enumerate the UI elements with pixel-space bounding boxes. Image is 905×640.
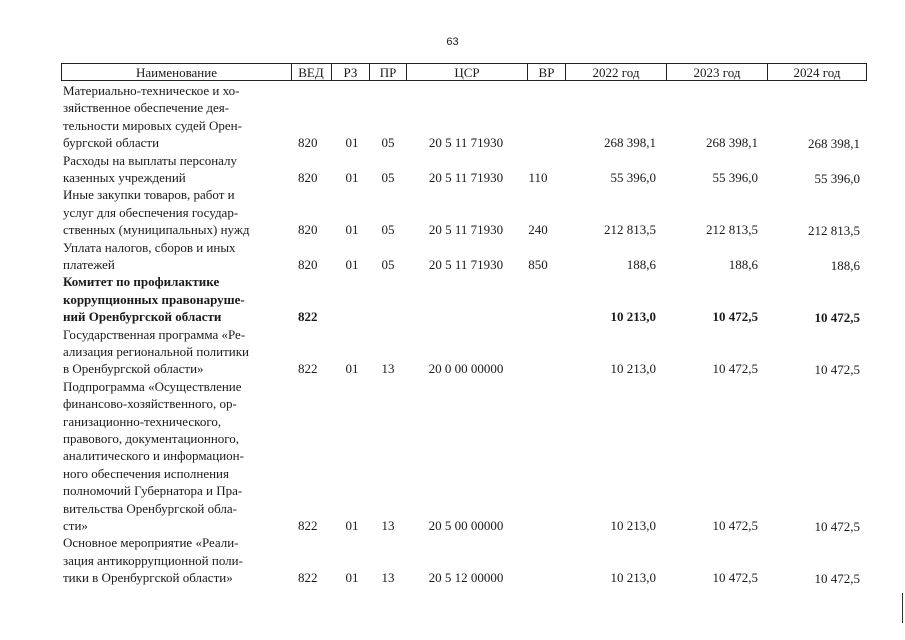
row-name: Государственная программа «Ре- ализация региональной политики в Оренбургской области» <box>63 326 249 377</box>
row-csr: 20 5 11 71930 <box>428 135 504 151</box>
row-ved: 820 <box>298 222 318 238</box>
row-rz: 01 <box>345 169 359 185</box>
row-pr: 05 <box>381 256 395 272</box>
row-vr: 240 <box>528 222 548 238</box>
row-2024: 268 398,1 <box>808 136 860 152</box>
row-2023: 268 398,1 <box>706 135 758 151</box>
row-csr: 20 5 11 71930 <box>428 222 504 238</box>
row-pr: 05 <box>381 169 395 185</box>
row-2023: 10 472,5 <box>712 517 758 533</box>
row-2024: 55 396,0 <box>814 170 860 186</box>
row-name: Иные закупки товаров, работ и услуг для обеспечения государ- ственных (муниципальных) нужд <box>63 187 250 238</box>
header-2024: 2024 год <box>793 65 841 80</box>
row-rz: 01 <box>345 135 359 151</box>
row-2022: 212 813,5 <box>604 222 656 238</box>
row-2024: 10 472,5 <box>814 362 860 378</box>
row-csr: 20 5 11 71930 <box>428 169 504 185</box>
row-2023: 10 472,5 <box>712 309 758 325</box>
row-2023: 212 813,5 <box>706 222 758 238</box>
row-pr: 05 <box>381 135 395 151</box>
page-edge-line <box>902 593 903 623</box>
row-rz: 01 <box>345 517 359 533</box>
header-ved: ВЕД <box>291 64 332 80</box>
row-2022: 10 213,0 <box>610 361 656 377</box>
row-ved: 822 <box>298 570 318 586</box>
row-ved: 822 <box>298 517 318 533</box>
row-2024: 188,6 <box>830 257 860 273</box>
row-2022: 188,6 <box>626 256 656 272</box>
row-name: Комитет по профилактике коррупционных правонаруше- ний Оренбургской области <box>63 274 245 325</box>
row-2022: 55 396,0 <box>610 169 656 185</box>
row-pr: 05 <box>381 222 395 238</box>
row-2022: 268 398,1 <box>604 135 656 151</box>
row-2024: 10 472,5 <box>814 518 860 534</box>
row-rz: 01 <box>345 570 359 586</box>
row-name: Уплата налогов, сборов и иных платежей <box>63 239 236 272</box>
row-ved: 820 <box>298 135 318 151</box>
header-name: Наименование <box>62 64 292 80</box>
row-ved: 822 <box>298 361 318 377</box>
row-2024: 212 813,5 <box>808 223 860 239</box>
header-csr: ЦСР <box>407 64 528 80</box>
row-ved: 820 <box>298 169 318 185</box>
row-rz: 01 <box>345 361 359 377</box>
row-ved: 820 <box>298 256 318 272</box>
row-vr: 850 <box>528 256 548 272</box>
row-rz: 01 <box>345 222 359 238</box>
row-name: Подпрограмма «Осуществление финансово-хозяйственного, ор- ганизационно-технического, правового, документационного, аналитического и информацион- ного обеспечения исполнения полномочий Губернатора и Пра- вительства Оренбургской обла- сти» <box>63 378 244 534</box>
row-csr: 20 5 11 71930 <box>428 256 504 272</box>
row-2023: 55 396,0 <box>712 169 758 185</box>
row-2023: 10 472,5 <box>712 361 758 377</box>
row-rz: 01 <box>345 256 359 272</box>
row-2022: 10 213,0 <box>610 309 656 325</box>
header-vr: ВР <box>528 64 566 80</box>
row-csr: 20 5 00 00000 <box>428 517 504 533</box>
header-2022: 2022 год <box>566 64 667 80</box>
header-2023: 2023 год <box>667 64 768 80</box>
row-2022: 10 213,0 <box>610 517 656 533</box>
row-name: Материально-техническое и хо- зяйственное обеспечение дея- тельности мировых судей Орен- бургской области <box>63 83 242 151</box>
row-vr: 110 <box>528 169 548 185</box>
row-name: Основное мероприятие «Реали- зация антикоррупционной поли- тики в Оренбургской области» <box>63 535 243 586</box>
row-csr: 20 5 12 00000 <box>428 570 504 586</box>
table-header <box>61 63 867 81</box>
row-csr: 20 0 00 00000 <box>428 361 504 377</box>
row-2023: 10 472,5 <box>712 570 758 586</box>
row-2023: 188,6 <box>728 256 758 272</box>
row-pr: 13 <box>381 570 395 586</box>
row-name: Расходы на выплаты персоналу казенных учреждений <box>63 152 238 185</box>
header-rz: РЗ <box>332 64 370 80</box>
row-2024: 10 472,5 <box>814 310 860 326</box>
row-2024: 10 472,5 <box>814 571 860 587</box>
page-number: 63 <box>446 36 459 48</box>
header-pr: ПР <box>370 64 407 80</box>
row-2022: 10 213,0 <box>610 570 656 586</box>
row-ved: 822 <box>298 309 318 325</box>
row-pr: 13 <box>381 361 395 377</box>
row-pr: 13 <box>381 517 395 533</box>
